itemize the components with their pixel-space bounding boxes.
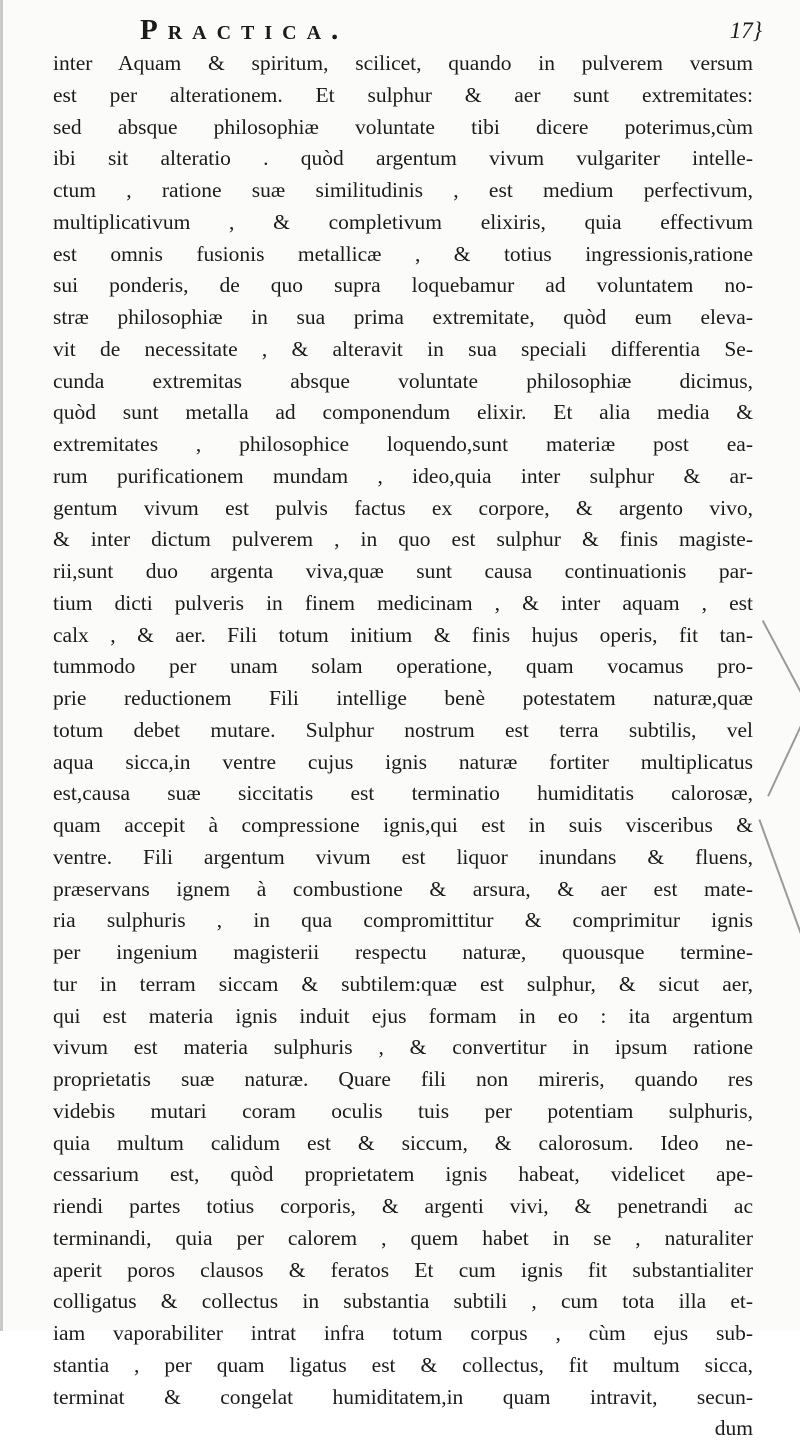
text-line: vivum est materia sulphuris , & convertitur in ipsum ratione (53, 1035, 753, 1060)
text-line: per ingenium magisterii respectu naturæ, quousque termine- (53, 940, 753, 964)
running-title: Practica. (140, 14, 349, 46)
text-line: calx , & aer. Fili totum initium & finis hujus operis, fit tan- (53, 622, 753, 647)
text-line: colligatus & collectus in substantia subtili , cum tota illa et- (53, 1289, 753, 1314)
text-line: ctum , ratione suæ similitudinis , est medium perfectivum, (53, 178, 753, 202)
text-line: ria sulphuris , in qua compromittitur & comprimitur ignis (53, 908, 753, 933)
text-line: & inter dictum pulverem , in quo est sulphur & finis magiste- (53, 527, 753, 552)
text-line: inter Aquam & spiritum, scilicet, quando in pulverem versum (53, 51, 753, 75)
text-line: est,causa suæ siccitatis est terminatio humiditatis calorosæ, (53, 781, 753, 806)
text-line: totum debet mutare. Sulphur nostrum est terra subtilis, vel (53, 717, 753, 742)
text-line: tium dicti pulveris in finem medicinam , & inter aquam , est (53, 590, 753, 615)
margin-mark (758, 819, 800, 961)
text-line: stræ philosophiæ in sua prima extremitate, quòd eum eleva- (53, 305, 753, 329)
text-line: multiplicativum , & completivum elixiris, quia effectivum (53, 209, 753, 234)
text-line: proprietatis suæ naturæ. Quare fili non mireris, quando res (53, 1067, 753, 1091)
text-line: qui est materia ignis induit ejus formam in eo : ita argentum (53, 1003, 753, 1028)
text-line: rii,sunt duo argenta viva,quæ sunt causa continuationis par- (53, 559, 753, 583)
text-line: aqua sicca,in ventre cujus ignis naturæ fortiter multiplicatus (53, 749, 753, 774)
text-line: iam vaporabiliter intrat infra totum corpus , cùm ejus sub- (53, 1321, 753, 1345)
text-line: ibi sit alteratio . quòd argentum vivum vulgariter intelle- (53, 146, 753, 171)
text-line: terminandi, quia per calorem , quem habet in se , naturaliter (53, 1225, 753, 1250)
body-text (53, 48, 753, 1445)
text-line: est omnis fusionis metallicæ , & totius ingressionis,ratione (53, 241, 753, 266)
text-line: ventre. Fili argentum vivum est liquor inundans & fluens, (53, 844, 753, 869)
text-line: terminat & congelat humiditatem,in quam intravit, secun- (53, 1384, 753, 1409)
text-line: quòd sunt metalla ad componendum elixir. Et alia media & (53, 400, 753, 425)
catchword: dum (714, 1416, 753, 1441)
text-line: tummodo per unam solam operatione, quam vocamus pro- (53, 654, 753, 679)
margin-mark (767, 723, 800, 796)
text-line: præservans ignem à combustione & arsura, & aer est mate- (53, 876, 753, 901)
text-line: sui ponderis, de quo supra loquebamur ad voluntatem no- (53, 273, 753, 298)
text-line: quia multum calidum est & siccum, & calorosum. Ideo ne- (53, 1130, 753, 1155)
text-line: quam accepit à compressione ignis,qui est in suis visceribus & (53, 813, 753, 837)
text-line: stantia , per quam ligatus est & collectus, fit multum sicca, (53, 1352, 753, 1377)
text-line: gentum vivum est pulvis factus ex corpore, & argento vivo, (53, 495, 753, 520)
text-line: rum purificationem mundam , ideo,quia inter sulphur & ar- (53, 463, 753, 488)
text-line: prie reductionem Fili intellige benè potestatem naturæ,quæ (53, 686, 753, 710)
text-line: cunda extremitas absque voluntate philosophiæ dicimus, (53, 368, 753, 393)
text-line: tur in terram siccam & subtilem:quæ est sulphur, & sicut aer, (53, 971, 753, 996)
margin-mark (762, 620, 800, 705)
text-line: est per alterationem. Et sulphur & aer sunt extremitates: (53, 82, 753, 107)
text-line: sed absque philosophiæ voluntate tibi dicere poterimus,cùm (53, 114, 753, 139)
text-line: riendi partes totius corporis, & argenti vivi, & penetrandi ac (53, 1194, 753, 1218)
gutter-shadow (0, 0, 3, 1331)
text-line: vit de necessitate , & alteravit in sua speciali differentia Se- (53, 336, 753, 361)
text-line: cessarium est, quòd proprietatem ignis habeat, videlicet ape- (53, 1162, 753, 1187)
text-line: videbis mutari coram oculis tuis per potentiam sulphuris, (53, 1098, 753, 1123)
text-line: aperit poros clausos & feratos Et cum ignis fit substantialiter (53, 1257, 753, 1282)
text-line: extremitates , philosophice loquendo,sunt materiæ post ea- (53, 432, 753, 456)
page-number: 17} (729, 18, 762, 43)
